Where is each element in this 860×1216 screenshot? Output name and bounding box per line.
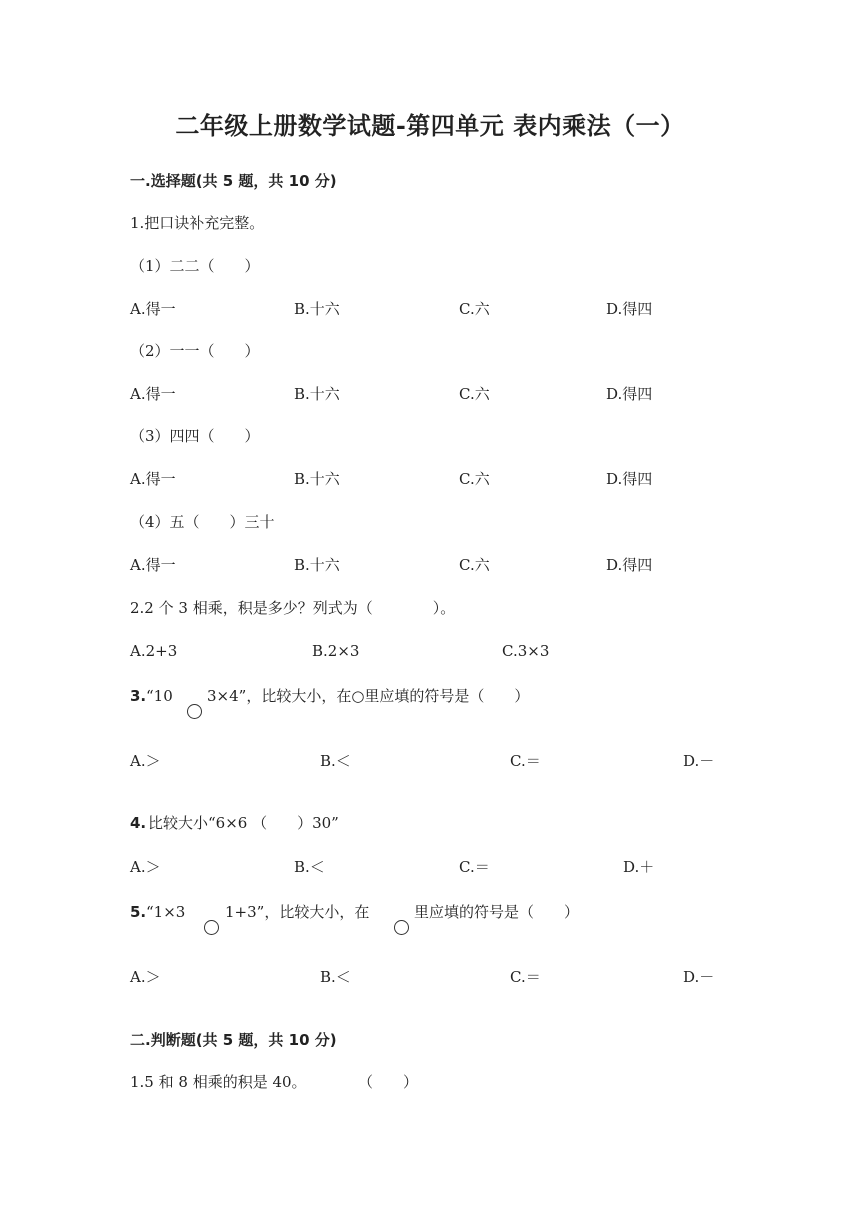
question-1-sub-1: （1）二二（ ）	[130, 257, 260, 275]
option-d[interactable]: D.得四	[606, 556, 653, 574]
question-4-number: 4.	[130, 814, 147, 832]
question-5-stem-part-c: 里应填的符号是（ ）	[414, 903, 580, 921]
option-d[interactable]: D.＋	[623, 858, 655, 876]
option-a[interactable]: A.得一	[130, 300, 176, 318]
question-5-number: 5.	[130, 903, 147, 921]
option-c[interactable]: C.＝	[459, 858, 490, 876]
option-c[interactable]: C.六	[459, 300, 490, 318]
option-b[interactable]: B.十六	[294, 556, 340, 574]
section-heading-choice: 一.选择题(共 5 题，共 10 分)	[130, 172, 337, 190]
question-1-stem: 1.把口诀补充完整。	[130, 214, 265, 232]
option-b[interactable]: B.十六	[294, 385, 340, 403]
option-b[interactable]: B.十六	[294, 300, 340, 318]
option-d[interactable]: D.得四	[606, 385, 653, 403]
compare-circle-icon	[204, 920, 219, 935]
compare-circle-icon	[187, 704, 202, 719]
option-c[interactable]: C.＝	[510, 752, 541, 770]
question-4-stem: 比较大小“6×6 （ ）30”	[148, 814, 339, 832]
option-a[interactable]: A.＞	[130, 858, 161, 876]
option-c[interactable]: C.六	[459, 385, 490, 403]
option-c[interactable]: C.六	[459, 556, 490, 574]
option-d[interactable]: D.－	[683, 968, 715, 986]
option-a[interactable]: A.＞	[130, 752, 161, 770]
option-c[interactable]: C.六	[459, 470, 490, 488]
option-b[interactable]: B.＜	[320, 752, 351, 770]
section-heading-judgement: 二.判断题(共 5 题，共 10 分)	[130, 1031, 337, 1049]
option-c[interactable]: C.＝	[510, 968, 541, 986]
option-b[interactable]: B.2×3	[312, 642, 360, 660]
option-c[interactable]: C.3×3	[502, 642, 550, 660]
question-5-stem-part-b: 1+3”，比较大小，在	[225, 903, 370, 921]
option-a[interactable]: A.得一	[130, 556, 176, 574]
option-a[interactable]: A.2+3	[130, 642, 178, 660]
question-1-sub-4: （4）五（ ）三十	[130, 513, 275, 531]
question-3-stem-part-b: 3×4”，比较大小，在○里应填的符号是（ ）	[207, 687, 530, 705]
option-b[interactable]: B.＜	[294, 858, 325, 876]
question-3-number: 3.	[130, 687, 147, 705]
option-d[interactable]: D.得四	[606, 470, 653, 488]
option-d[interactable]: D.得四	[606, 300, 653, 318]
question-1-sub-3: （3）四四（ ）	[130, 427, 260, 445]
option-b[interactable]: B.＜	[320, 968, 351, 986]
page-title: 二年级上册数学试题-第四单元 表内乘法（一）	[175, 111, 685, 140]
compare-circle-icon	[394, 920, 409, 935]
option-a[interactable]: A.＞	[130, 968, 161, 986]
question-3-stem-part-a: “10	[146, 687, 173, 705]
judgement-question-1-stem: 1.5 和 8 相乘的积是 40。	[130, 1073, 307, 1091]
option-a[interactable]: A.得一	[130, 470, 176, 488]
question-1-sub-2: （2）一一（ ）	[130, 342, 260, 360]
option-a[interactable]: A.得一	[130, 385, 176, 403]
option-d[interactable]: D.－	[683, 752, 715, 770]
option-b[interactable]: B.十六	[294, 470, 340, 488]
question-2-stem: 2.2 个 3 相乘，积是多少？列式为（ ）。	[130, 599, 456, 617]
question-5-stem-part-a: “1×3	[146, 903, 186, 921]
answer-blank[interactable]: （ ）	[358, 1073, 419, 1091]
